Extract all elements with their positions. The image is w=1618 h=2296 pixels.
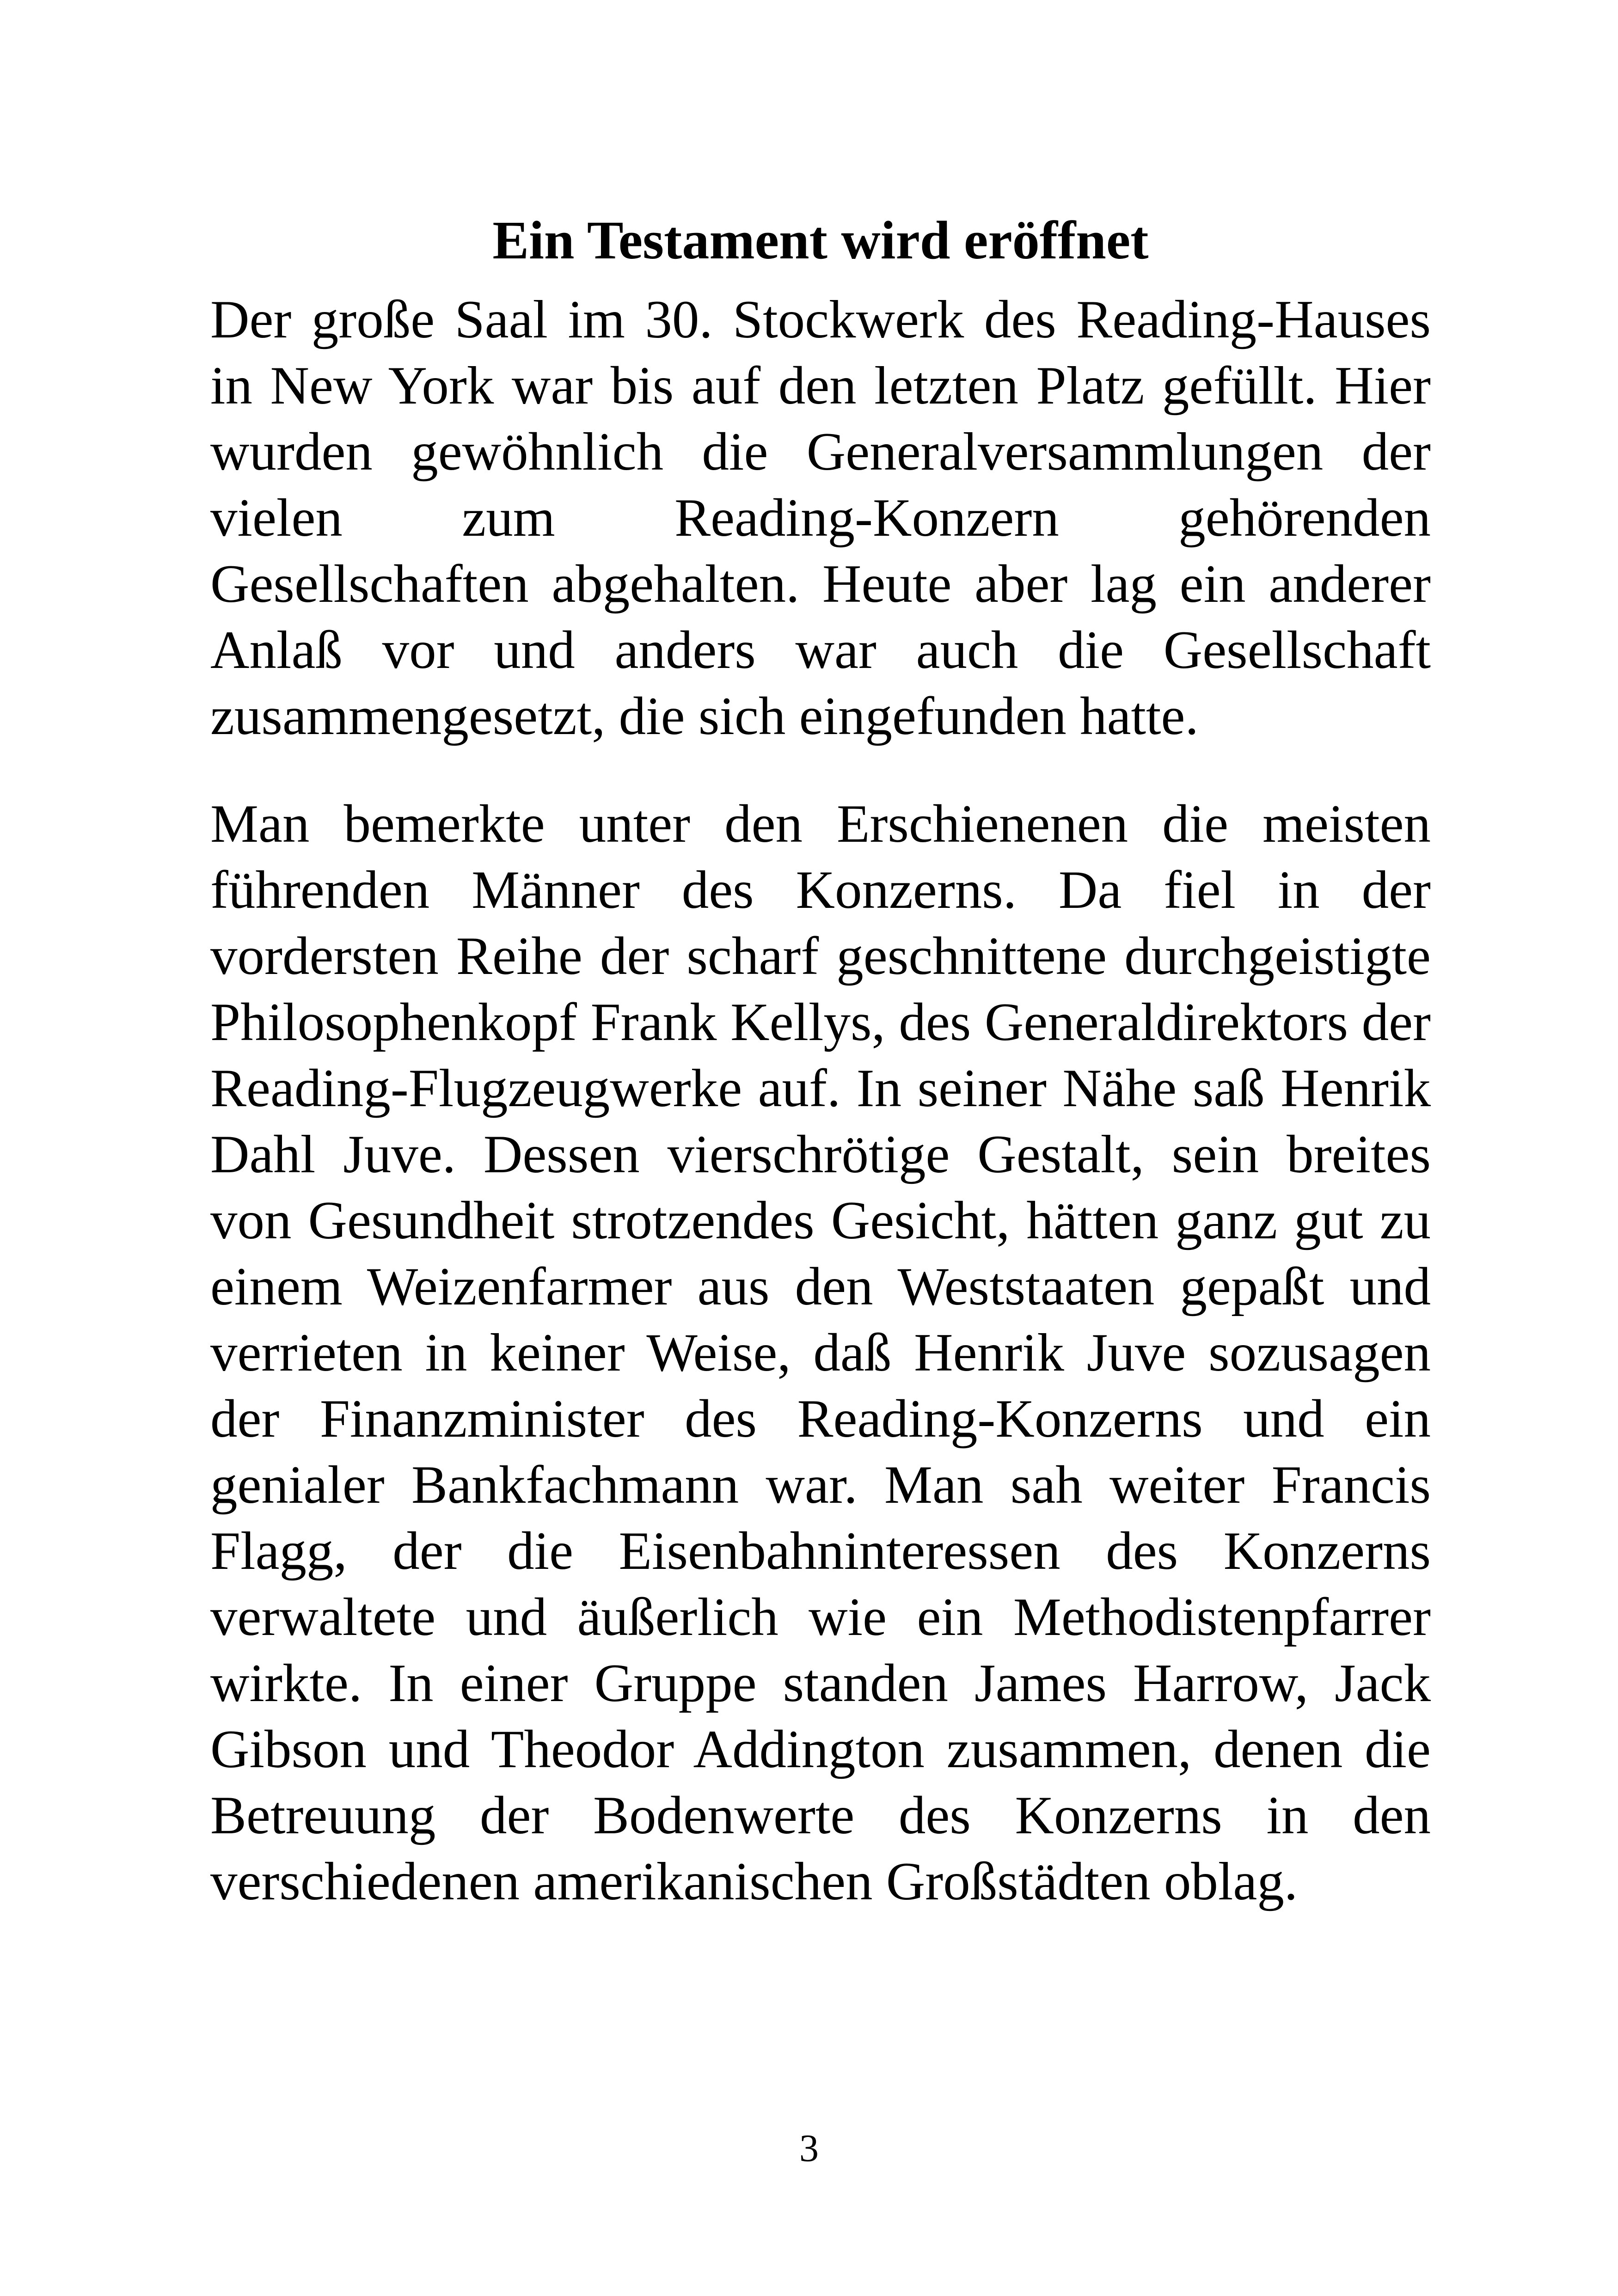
paragraph-2: Man bemerkte unter den Erschienenen die meisten führenden Männer des Konzerns. Da fiel in der vordersten Reihe der scharf geschnittene durchgeistigte Philosophenkopf Frank Kellys, des Generaldirektors der Reading-Flugzeugwerke auf. In seiner Nähe saß Henrik Dahl Juve. Dessen vierschrötige Gestalt, sein breites von Gesundheit strotzendes Gesicht, hätten ganz gut zu einem Weizenfarmer aus den Weststaaten gepaßt und verrieten in keiner Weise, daß Henrik Juve sozusagen der Finanzminister des Reading-Konzerns und ein genialer Bankfachmann war. Man sah weiter Francis Flagg, der die Eisenbahninteressen des Konzerns verwaltete und äußerlich wie ein Methodistenpfarrer wirkte. In einer Gruppe standen James Harrow, Jack Gibson und Theodor Addington zusammen, denen die Betreuung der Bodenwerte des Konzerns in den verschiedenen amerikanischen Großstädten oblag. [210, 794, 1431, 1911]
chapter-title: Ein Testament wird eröffnet [492, 210, 1149, 270]
page-number: 3 [799, 2127, 819, 2170]
page-content [210, 203, 1431, 1915]
paragraph-1: Der große Saal im 30. Stockwerk des Reading-Hauses in New York war bis auf den letzten Platz gefüllt. Hier wurden gewöhnlich die Generalversammlungen der vielen zum Reading-Konzern gehörenden Gesellschaften abgehalten. Heute aber lag ein anderer Anlaß vor und anders war auch die Gesellschaft zusammengesetzt, die sich eingefunden hatte. [210, 290, 1431, 746]
